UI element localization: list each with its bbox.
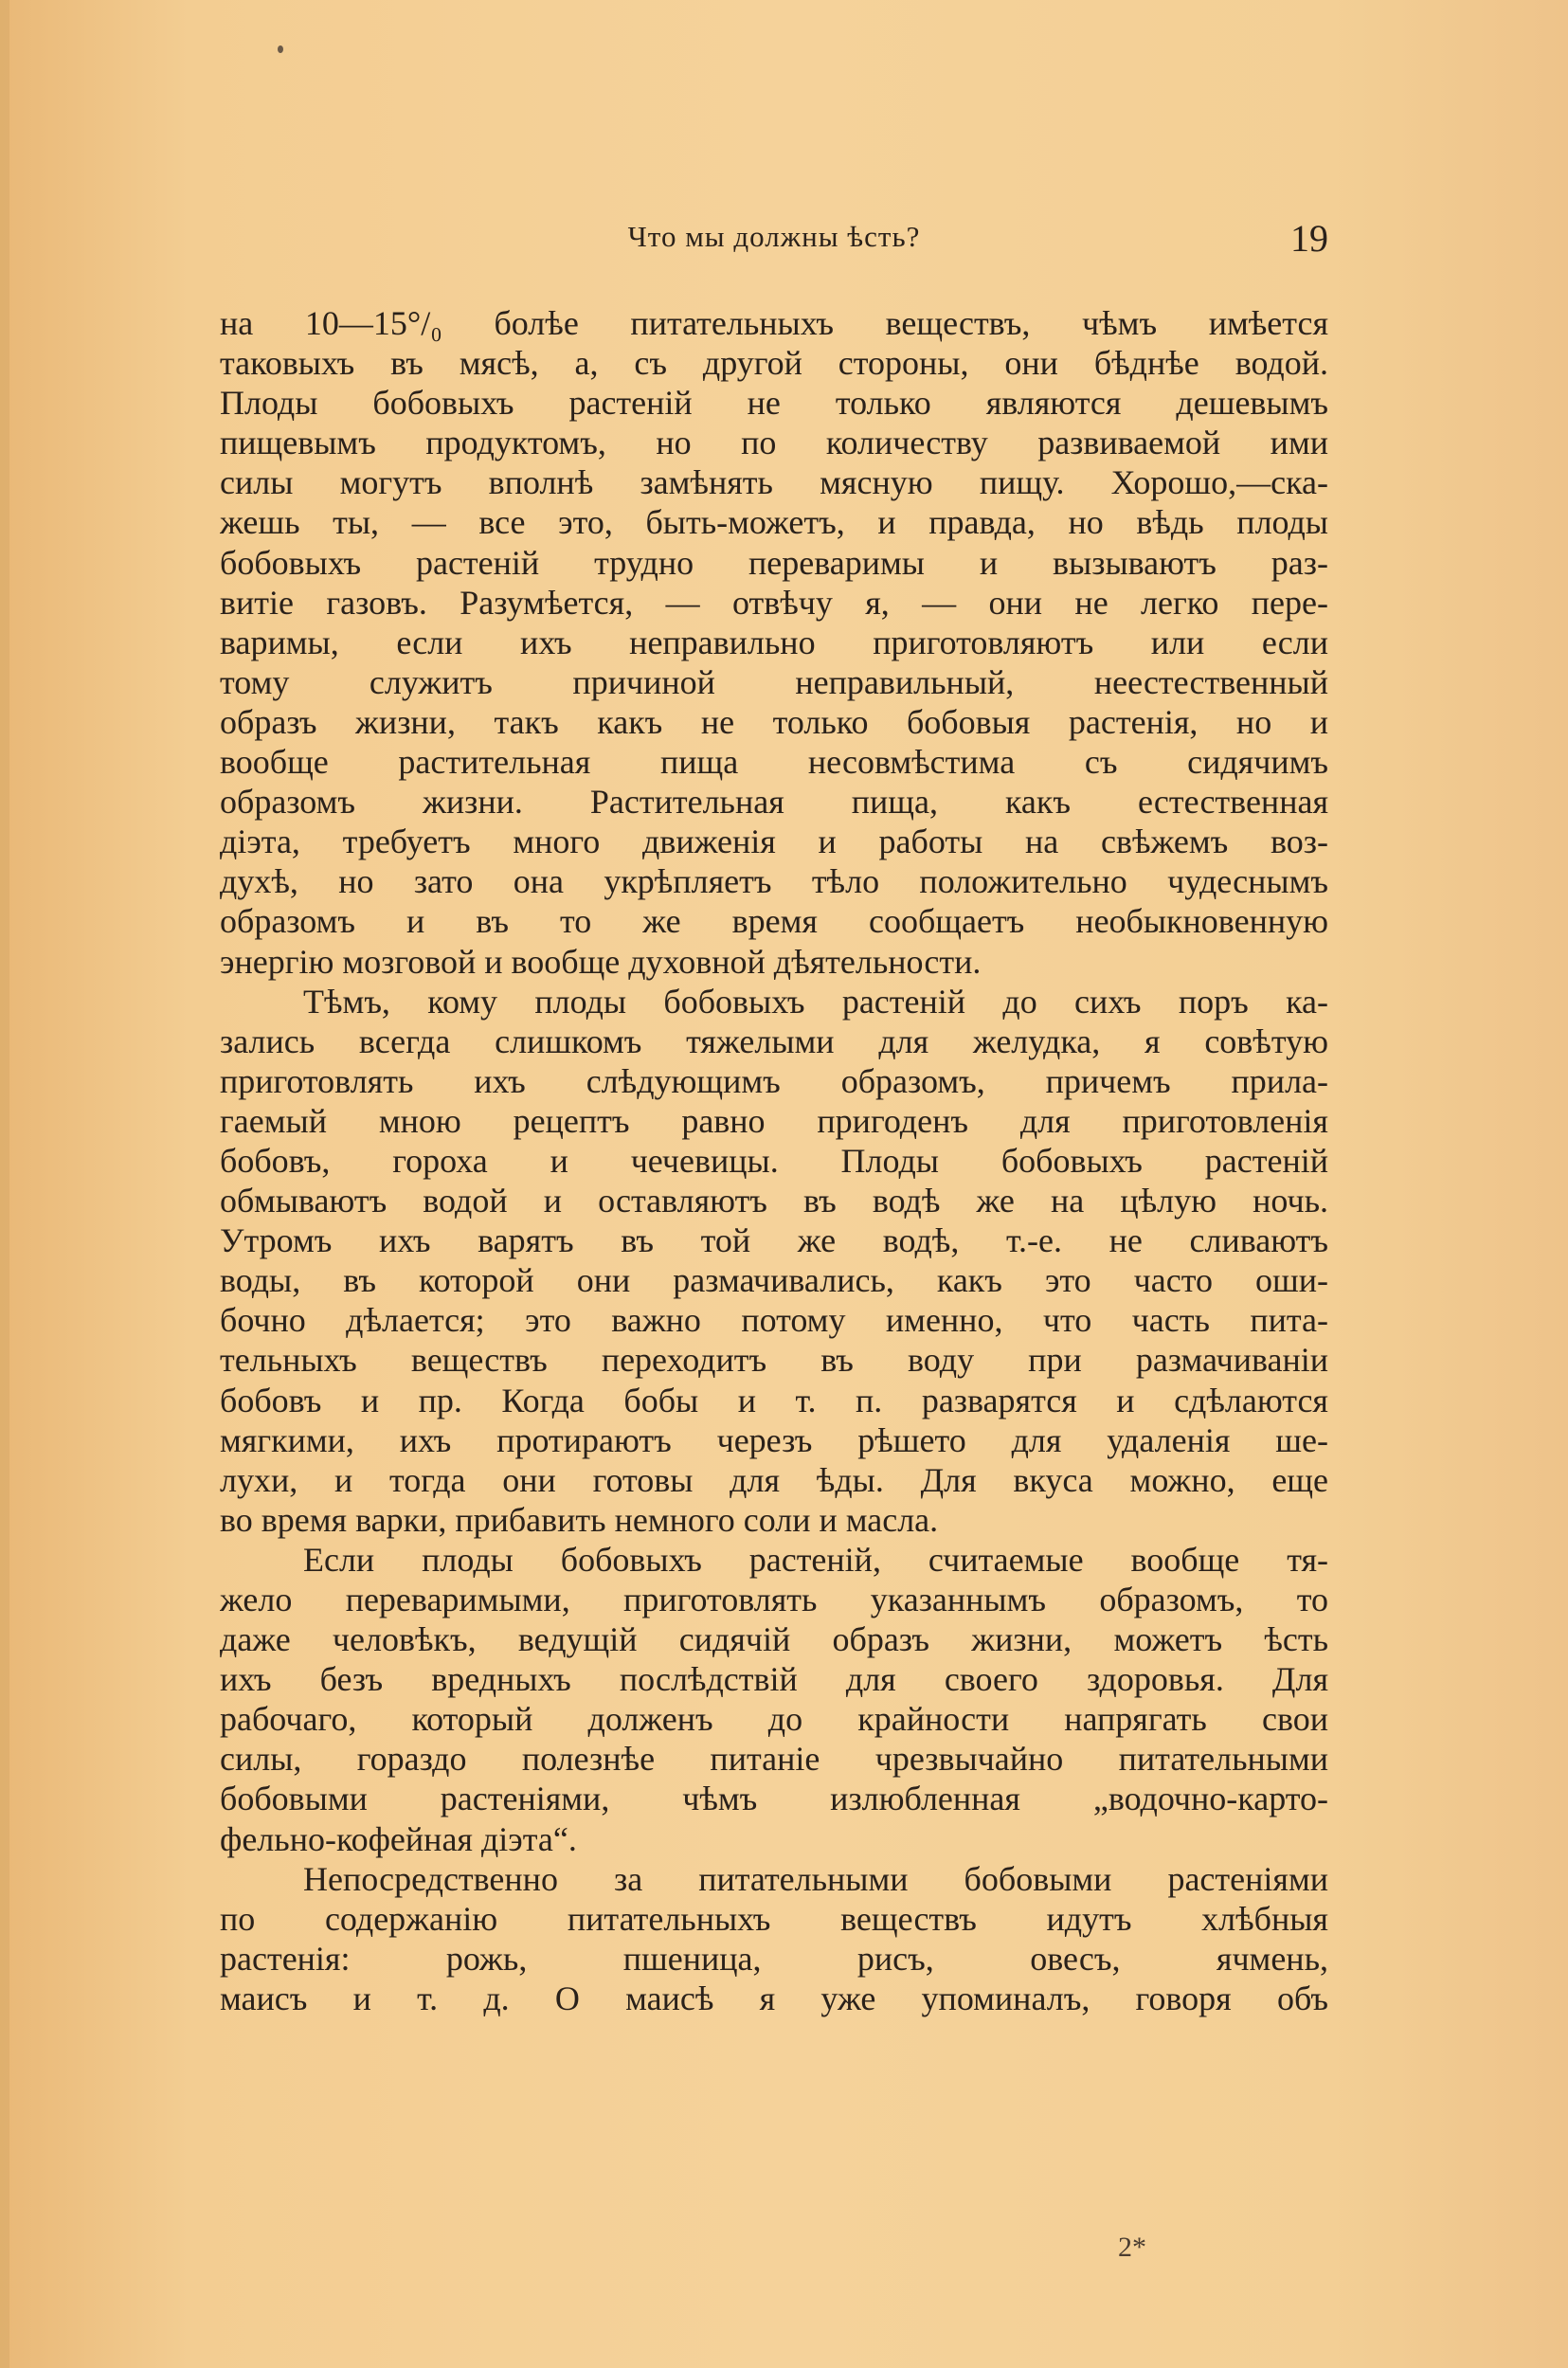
text-line: жешь ты, — все это, быть-можетъ, и правда, но вѣдь плоды — [220, 503, 1328, 542]
text-line: рабочаго, который долженъ до крайности напрягать свои — [220, 1700, 1328, 1739]
text-line: пищевымъ продуктомъ, но по количеству развиваемой ими — [220, 424, 1328, 462]
body-text — [220, 303, 1328, 2018]
text-line: бобовыхъ растеній трудно переваримы и вызываютъ раз- — [220, 543, 1328, 582]
text-line: жело переваримыми, приготовлять указаннымъ образомъ, то — [220, 1581, 1328, 1618]
text-line: растенія: рожь, пшеница, рисъ, овесъ, ячмень, — [220, 1939, 1328, 1978]
page-edge-shadow — [0, 0, 9, 2368]
text-line: образомъ и въ то же время сообщаетъ необыкновенную — [220, 902, 1328, 941]
text-line: бобовъ, гороха и чечевицы. Плоды бобовыхъ растеній — [220, 1141, 1328, 1180]
text-line: бочно дѣлается; это важно потому именно, что часть пита- — [220, 1301, 1328, 1340]
text-line: Если плоды бобовыхъ растеній, считаемые вообще тя- — [303, 1540, 1328, 1579]
text-line: варимы, если ихъ неправильно приготовляютъ или если — [220, 623, 1328, 661]
text-line: бобовъ и пр. Когда бобы и т. п. разварятся и сдѣлаются — [220, 1381, 1328, 1419]
text-line: Тѣмъ, кому плоды бобовыхъ растеній до сихъ поръ ка- — [303, 982, 1328, 1021]
text-line: зались всегда слишкомъ тяжелыми для желудка, я совѣтую — [220, 1021, 1328, 1060]
text-line: обмываютъ водой и оставляютъ въ водѣ же на цѣлую ночь. — [220, 1182, 1328, 1220]
text-line: бобовыми растеніями, чѣмъ излюбленная „водочно-карто- — [220, 1780, 1328, 1818]
text-line: энергію мозговой и вообще духовной дѣятельности. — [220, 942, 982, 981]
signature-mark: 2* — [1118, 2232, 1146, 2263]
text-line: Плоды бобовыхъ растеній не только являются дешевымъ — [220, 384, 1328, 423]
text-line: вообще растительная пища несовмѣстима съ сидячимъ — [220, 743, 1328, 782]
text-line: духѣ, но зато она укрѣпляетъ тѣло положительно чудеснымъ — [220, 862, 1328, 901]
text-line: гаемый мною рецептъ равно пригоденъ для приготовленія — [220, 1101, 1328, 1140]
text-line: ихъ безъ вредныхъ послѣдствій для своего здоровья. Для — [220, 1660, 1328, 1699]
text-line: маисъ и т. д. О маисѣ я уже упоминалъ, говоря объ — [220, 1979, 1328, 2017]
text-line: тому служитъ причиной неправильный, неестественный — [220, 662, 1328, 701]
text-line: силы могутъ вполнѣ замѣнять мясную пищу. Хорошо,—ска- — [220, 463, 1328, 502]
running-title: Что мы должны ѣсть? — [627, 220, 921, 253]
text-line: мягкими, ихъ протираютъ черезъ рѣшето для удаленія ше- — [220, 1420, 1328, 1459]
text-line: образъ жизни, такъ какъ не только бобовыя растенія, но и — [220, 702, 1328, 741]
text-line: приготовлять ихъ слѣдующимъ образомъ, причемъ прила- — [220, 1061, 1328, 1100]
text-line: силы, гораздо полезнѣе питаніе чрезвычайно питательными — [220, 1740, 1328, 1779]
text-line: витіе газовъ. Разумѣется, — отвѣчу я, — они не легко пере- — [220, 583, 1328, 622]
text-line: Утромъ ихъ варятъ въ той же водѣ, т.-е. не сливаютъ — [220, 1221, 1328, 1260]
page-number: 19 — [1290, 217, 1328, 260]
running-head — [220, 216, 1328, 258]
paper-speck — [278, 45, 283, 53]
text-line: таковыхъ въ мясѣ, а, съ другой стороны, они бѣднѣе водой. — [220, 344, 1328, 383]
text-line: даже человѣкъ, ведущій сидячій образъ жизни, можетъ ѣсть — [220, 1620, 1328, 1659]
text-line: воды, въ которой они размачивались, какъ это часто оши- — [220, 1261, 1328, 1300]
text-line: лухи, и тогда они готовы для ѣды. Для вкуса можно, еще — [220, 1460, 1328, 1499]
text-line: фельно-кофейная діэта“. — [220, 1819, 577, 1858]
text-line: на 10—15°/₀ болѣе питательныхъ веществъ, чѣмъ имѣется — [220, 304, 1328, 342]
text-line: по содержанію питательныхъ веществъ идутъ хлѣбныя — [220, 1899, 1328, 1938]
text-line: діэта, требуетъ много движенія и работы на свѣжемъ воз- — [220, 822, 1328, 861]
text-line: тельныхъ веществъ переходитъ въ воду при размачиваніи — [220, 1341, 1328, 1380]
text-line: Непосредственно за питательными бобовыми растеніями — [303, 1859, 1328, 1898]
text-line: образомъ жизни. Растительная пища, какъ естественная — [220, 783, 1328, 822]
text-line: во время варки, прибавить немного соли и масла. — [220, 1500, 939, 1539]
